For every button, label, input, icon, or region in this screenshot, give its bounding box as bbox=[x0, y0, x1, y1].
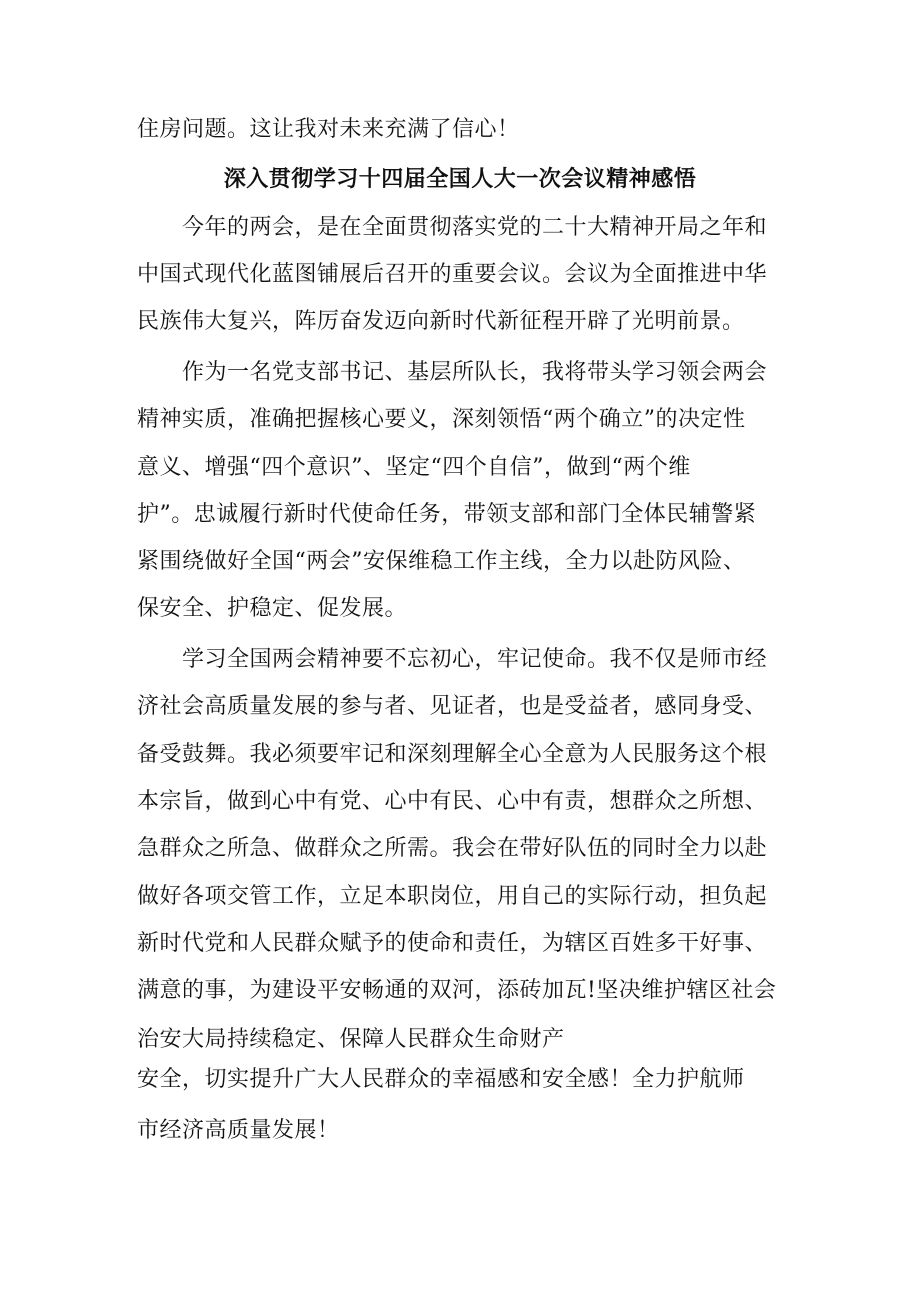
body-line: 备受鼓舞。我必须要牢记和深刻理解全心全意为人民服务这个根 bbox=[137, 742, 768, 767]
body-line: 护”。忠诚履行新时代使命任务，带领支部和部门全体民辅警紧 bbox=[137, 502, 757, 527]
body-line: 民族伟大复兴，阵厉奋发迈向新时代新征程开辟了光明前景。 bbox=[137, 309, 745, 334]
body-line: 满意的事，为建设平安畅通的双河，添砖加瓦!坚决维护辖区社会 bbox=[137, 978, 777, 1003]
body-line: 紧围绕做好全国“两会”安保维稳工作主线，全力以赴防风险、 bbox=[137, 549, 746, 574]
body-line: 中国式现代化蓝图铺展后召开的重要会议。会议为全面推进中华 bbox=[137, 262, 768, 287]
body-line: 治安大局持续稳定、保障人民群众生命财产 bbox=[137, 1027, 565, 1052]
body-line: 今年的两会，是在全面贯彻落实党的二十大精神开局之年和 bbox=[182, 215, 768, 240]
body-line: 做好各项交管工作，立足本职岗位，用自己的实际行动，担负起 bbox=[137, 884, 768, 909]
body-line: 市经济高质量发展！ bbox=[137, 1118, 340, 1143]
body-line: 住房问题。这让我对未来充满了信心！ bbox=[137, 117, 520, 142]
body-line: 保安全、护稳定、促发展。 bbox=[137, 596, 408, 621]
body-line: 急群众之所急、做群众之所需。我会在带好队伍的同时全力以赴 bbox=[137, 836, 768, 861]
body-line: 意义、增强“四个意识”、坚定“四个自信”，做到“两个维 bbox=[137, 455, 691, 480]
body-line: 作为一名党支部书记、基层所队长，我将带头学习领会两会 bbox=[182, 360, 768, 385]
body-line: 本宗旨，做到心中有党、心中有民、心中有责，想群众之所想、 bbox=[137, 789, 768, 814]
body-line: 安全，切实提升广大人民群众的幸福感和安全感！全力护航师 bbox=[137, 1067, 745, 1092]
body-line: 学习全国两会精神要不忘初心，牢记使命。我不仅是师市经 bbox=[182, 647, 768, 672]
body-line: 济社会高质量发展的参与者、见证者，也是受益者，感同身受、 bbox=[137, 694, 768, 719]
body-line: 新时代党和人民群众赋予的使命和责任，为辖区百姓多干好事、 bbox=[137, 931, 768, 956]
body-line: 精神实质，准确把握核心要义，深刻领悟“两个确立”的决定性 bbox=[137, 407, 746, 432]
document-title: 深入贯彻学习十四届全国人大一次会议精神感悟 bbox=[223, 167, 697, 192]
